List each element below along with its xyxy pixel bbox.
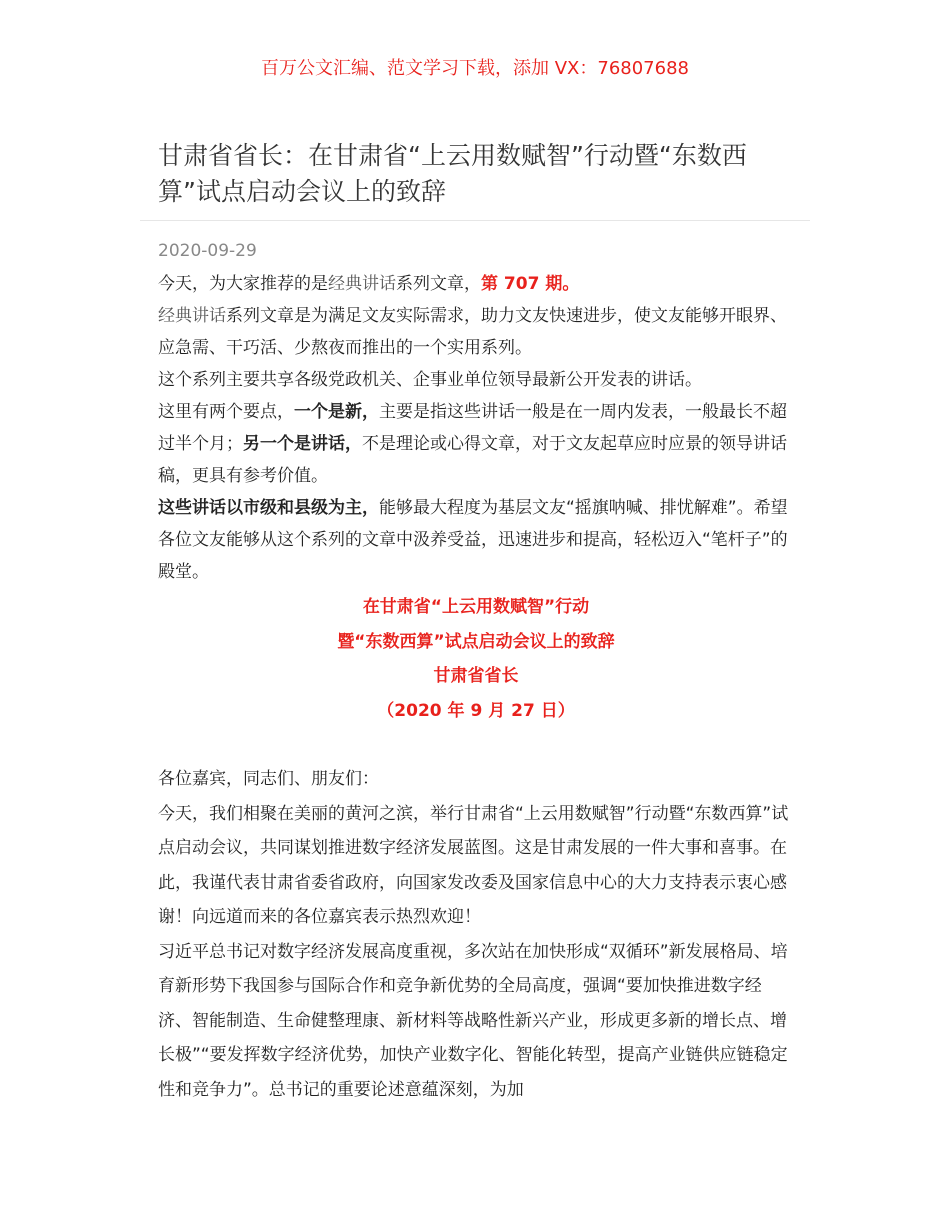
intro-paragraph-3: 这个系列主要共享各级党政机关、企事业单位领导最新公开发表的讲话。 — [158, 370, 702, 390]
series-name: 经典讲话 — [328, 274, 396, 294]
article-body — [158, 268, 794, 1107]
speech-speaker: 甘肃省省长 — [433, 666, 519, 686]
publish-date: 2020-09-29 — [158, 241, 257, 261]
issue-number: 第 707 期。 — [481, 274, 580, 294]
speech-paragraph-2: 习近平总书记对数字经济发展高度重视，多次站在加快形成“双循环”新发展格局、培育新形势下我国参与国际合作和竞争新优势的全局高度，强调“要加快推进数字经济、智能制造、生命健整理康、新材料等战略性新兴产业，形成更多新的增长点、增长极”“要发挥数字经济优势，加快产业数字化、智能化转型，提高产业链供应链稳定性和竞争力”。总书记的重要论述意蕴深刻，为加 — [158, 941, 788, 1100]
series-name: 经典讲话 — [158, 306, 226, 326]
promo-banner: 百万公文汇编、范文学习下载，添加 VX：76807688 — [261, 58, 689, 79]
intro-paragraph-2: 经典讲话系列文章是为满足文友实际需求，助力文友快速进步，使文友能够开眼界、应急需、干巧活、少熬夜而推出的一个实用系列。 — [158, 306, 787, 358]
intro-paragraph-4: 这里有两个要点，一个是新，主要是指这些讲话一般是在一周内发表，一般最长不超过半个月；另一个是讲话，不是理论或心得文章，对于文友起草应时应景的领导讲话稿，更具有参考价值。 — [158, 402, 787, 486]
intro-paragraph-5: 这些讲话以市级和县级为主，能够最大程度为基层文友“摇旗呐喊、排忧解难”。希望各位文友能够从这个系列的文章中汲养受益，迅速进步和提高，轻松迈入“笔杆子”的殿堂。 — [158, 498, 788, 582]
speech-title-line-1: 在甘肃省“上云用数赋智”行动 — [362, 597, 590, 617]
article-title: 甘肃省省长：在甘肃省“上云用数赋智”行动暨“东数西算”试点启动会议上的致辞 — [158, 141, 747, 206]
speech-header — [158, 590, 794, 728]
speech-paragraph-1: 今天，我们相聚在美丽的黄河之滨，举行甘肃省“上云用数赋智”行动暨“东数西算”试点启动会议，共同谋划推进数字经济发展蓝图。这是甘肃发展的一件大事和喜事。在此，我谨代表甘肃省委省政府，向国家发改委及国家信息中心的大力支持表示衷心感谢！向远道而来的各位嘉宾表示热烈欢迎！ — [158, 803, 789, 927]
speech-greeting: 各位嘉宾，同志们、朋友们： — [158, 769, 379, 789]
speech-body — [158, 762, 794, 1107]
speech-date: （2020 年 9 月 27 日） — [377, 700, 575, 721]
title-divider — [140, 220, 810, 221]
speech-title-line-2: 暨“东数西算”试点启动会议上的致辞 — [337, 631, 615, 652]
intro-paragraph-1: 今天，为大家推荐的是经典讲话系列文章，第 707 期。 — [158, 274, 580, 294]
